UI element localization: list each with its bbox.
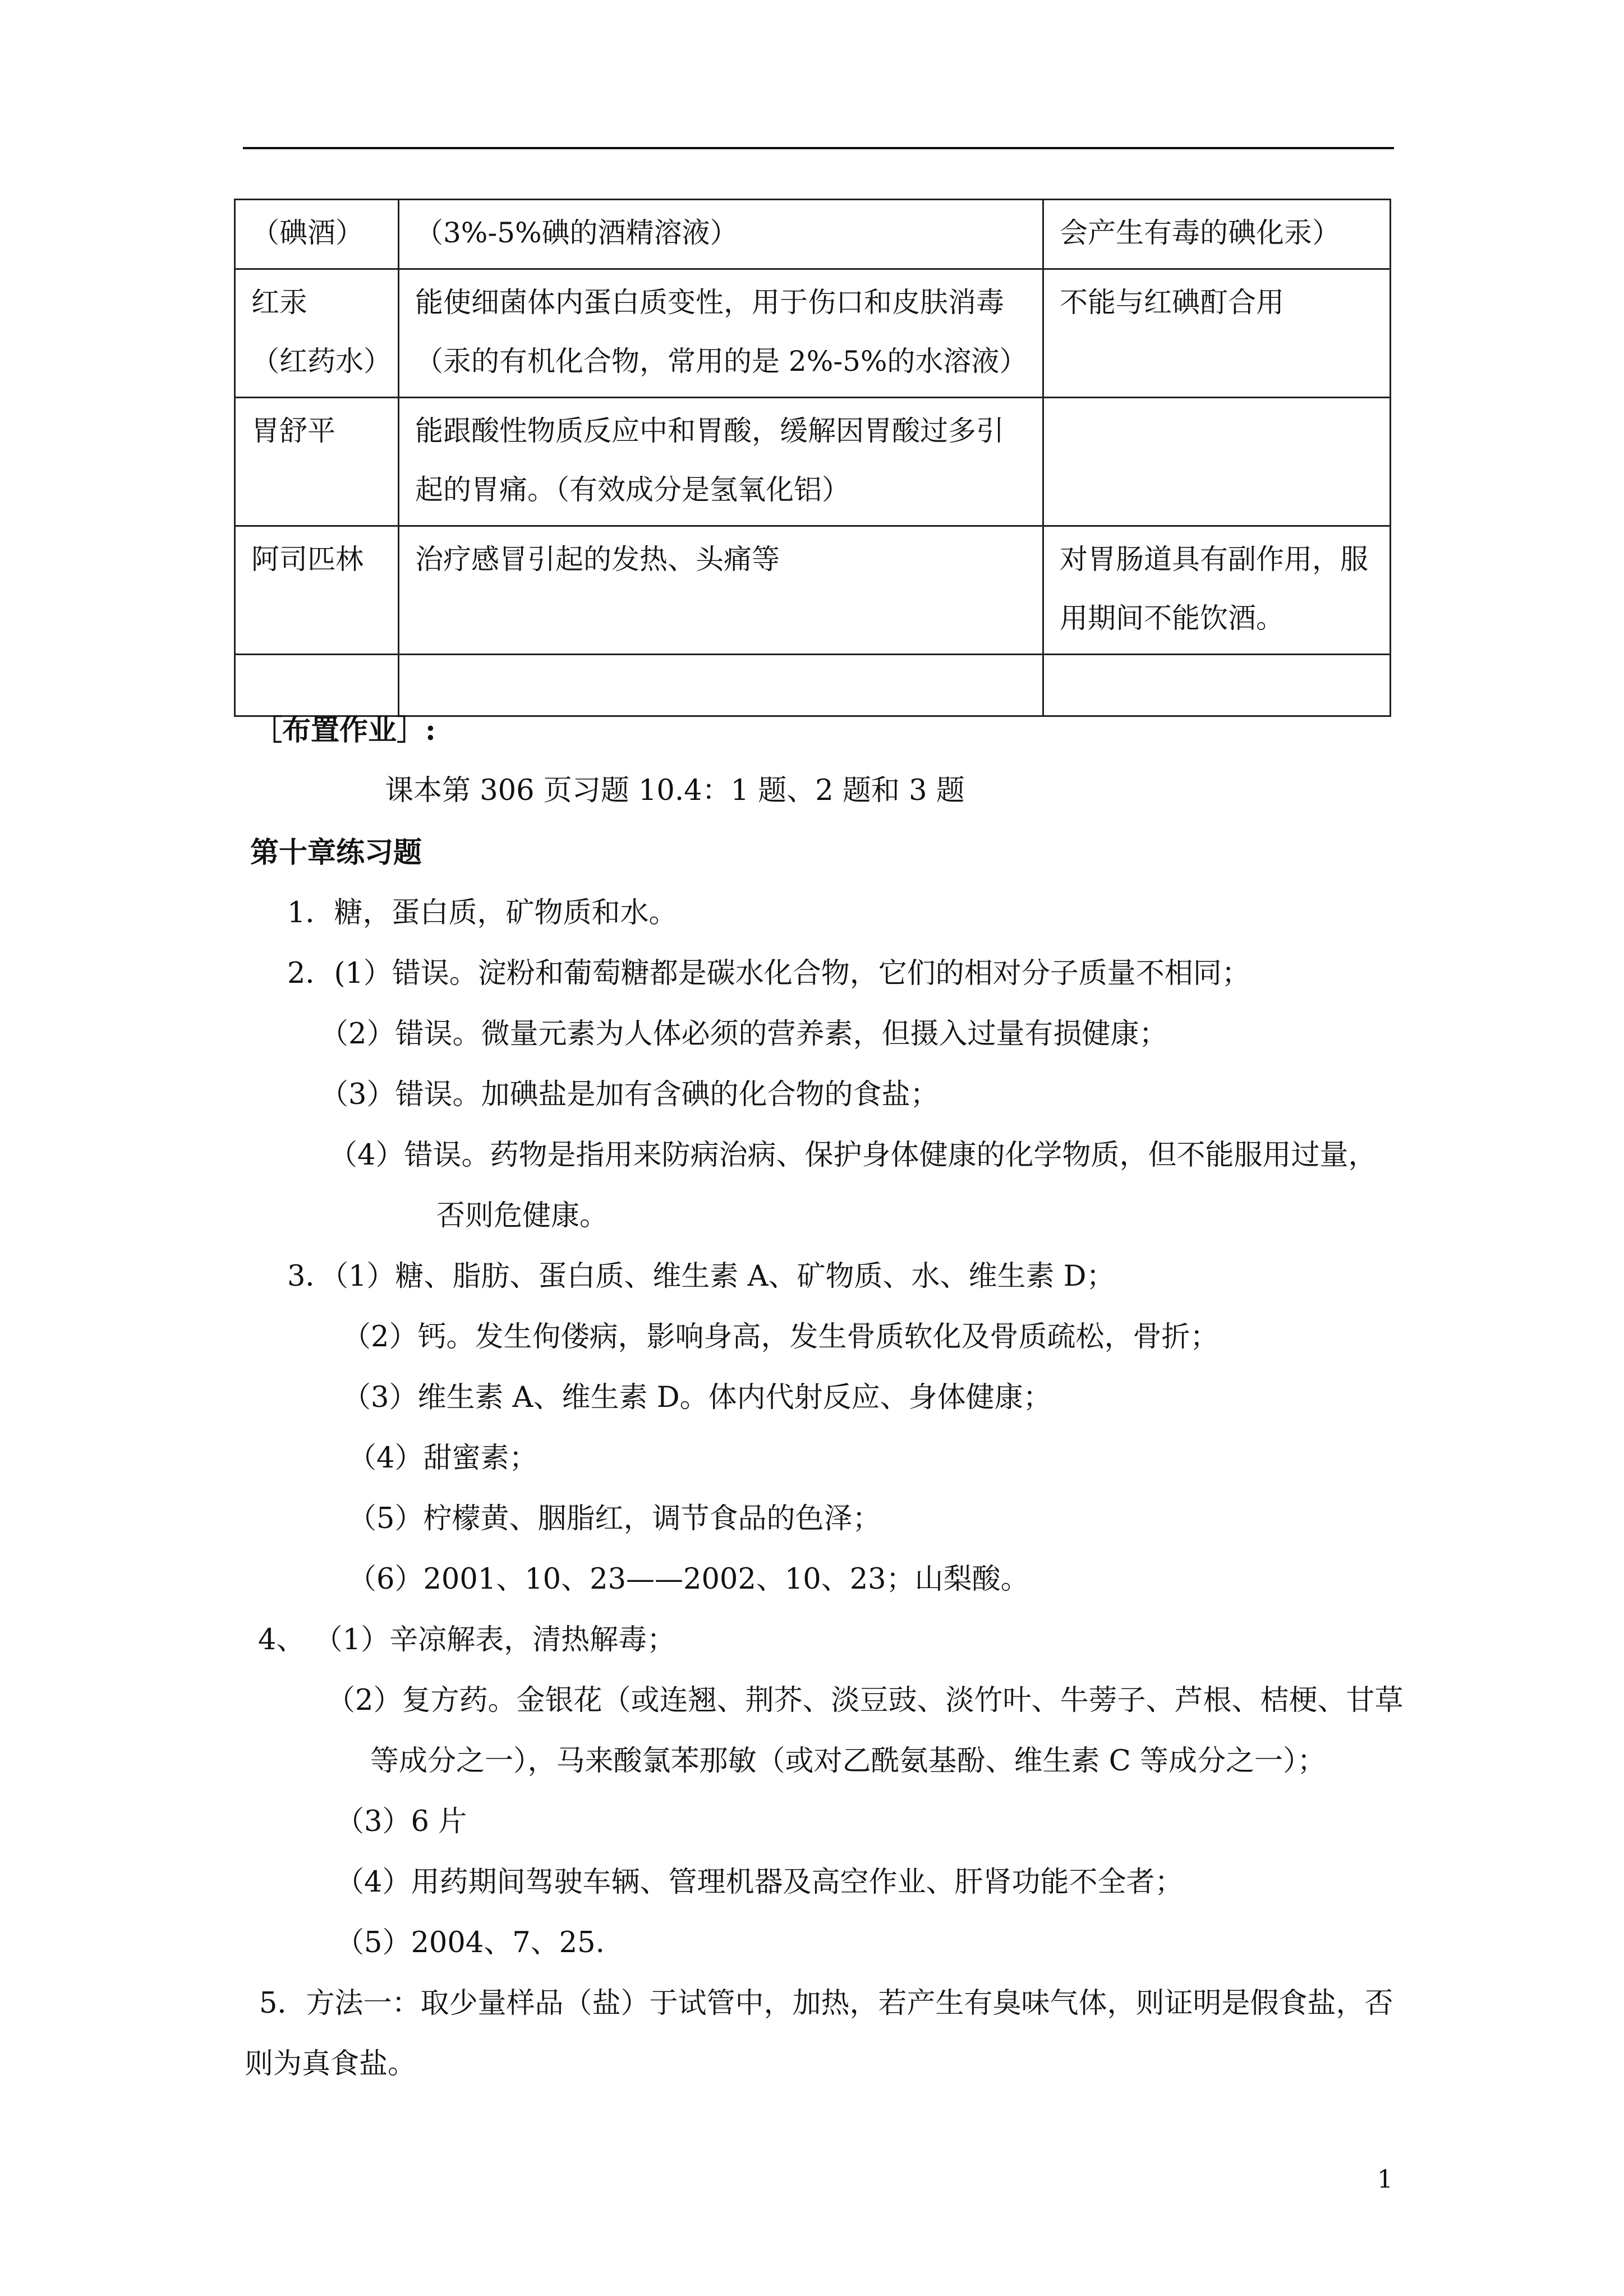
cell-text-line: 红汞 [251,286,307,319]
cell-text-line: （3%-5%碘的酒精溶液） [415,217,738,249]
answer-3-4: （4）甜蜜素； [348,1442,538,1475]
drug-table [234,199,1391,717]
homework-text: 课本第 306 页习题 10.4：1 题、2 题和 3 题 [385,774,965,807]
cell-text-line: 阿司匹林 [251,543,364,576]
table-cell-name [235,526,399,655]
answer-5-1: 5．方法一：取少量样品（盐）于试管中，加热，若产生有臭味气体，则证明是假食盐，否 [259,1987,1393,2020]
answer-2-4-continued: 否则危健康。 [436,1199,609,1232]
cell-text-line: 对胃肠道具有副作用，服 [1060,543,1368,576]
table-row [235,526,1391,655]
cell-text-line: 胃舒平 [251,415,335,447]
answer-3-2: （2）钙。发生佝偻病，影响身高，发生骨质软化及骨质疏松，骨折； [342,1320,1219,1354]
answer-2-4: （4）错误。药物是指用来防病治病、保护身体健康的化学物质，但不能服用过量， [329,1139,1377,1172]
table-cell-note [1043,398,1391,526]
table-cell-use [399,200,1043,269]
answer-4-4: （4）用药期间驾驶车辆、管理机器及高空作业、肝肾功能不全者； [335,1866,1184,1899]
cell-text-line: （碘酒） [251,217,364,249]
table-cell-use [399,398,1043,526]
table-row [235,200,1391,269]
cell-text-line: 不能与红碘酊合用 [1060,286,1284,319]
table-cell-use [399,269,1043,398]
table-cell-name [235,200,399,269]
table-cell-note [1043,526,1391,655]
answer-5-2: 则为真食盐。 [245,2047,417,2081]
answer-3-1: 3．（1）糖、脂肪、蛋白质、维生素 A、矿物质、水、维生素 D； [287,1260,1115,1293]
table-cell-name [235,655,399,716]
table-cell-note [1043,200,1391,269]
cell-text-line: 起的胃痛。（有效成分是氢氧化铝） [415,473,850,506]
homework-heading: ［布置作业］: [254,714,436,747]
table-cell-name [235,398,399,526]
answer-2-2: （2）错误。微量元素为人体必须的营养素，但摄入过量有损健康； [320,1018,1168,1051]
table-cell-use [399,526,1043,655]
table-cell-use [399,655,1043,716]
header-rule [243,147,1394,149]
table-cell-note [1043,655,1391,716]
table-row [235,398,1391,526]
answer-4-5: （5）2004、7、25. [335,1926,605,1959]
exercises-heading: 第十章练习题 [250,836,422,869]
answer-2-1: 2．(1）错误。淀粉和葡萄糖都是碳水化合物，它们的相对分子质量不相同； [287,957,1250,990]
table-cell-note [1043,269,1391,398]
answer-4-3: （3）6 片 [335,1805,467,1838]
cell-text-line: （汞的有机化合物，常用的是 2%-5%的水溶液） [415,345,1028,378]
cell-text-line: 能使细菌体内蛋白质变性，用于伤口和皮肤消毒 [415,286,1004,319]
answer-4-2-continued: 等成分之一），马来酸氯苯那敏（或对乙酰氨基酚、维生素 C 等成分之一）； [370,1745,1326,1778]
answer-3-3: （3）维生素 A、维生素 D。体内代射反应、身体健康； [342,1381,1052,1414]
table-row [235,269,1391,398]
answer-3-6: （6）2001、10、23——2002、10、23；山梨酸。 [348,1563,1029,1596]
cell-text-line: （红药水） [251,345,392,378]
cell-text-line: 能跟酸性物质反应中和胃酸，缓解因胃酸过多引 [415,415,1004,447]
cell-text-line: 会产生有毒的碘化汞） [1060,217,1340,249]
answer-4-1: 4、 （1）辛凉解表，清热解毒； [258,1623,676,1657]
answer-1: 1．糖，蛋白质，矿物质和水。 [287,896,678,930]
table-row [235,655,1391,716]
answer-3-5: （5）柠檬黄、胭脂红，调节食品的色泽； [348,1502,881,1535]
cell-text-line: 用期间不能饮酒。 [1060,602,1284,634]
page-number: 1 [1377,2165,1393,2194]
answer-4-2: （2）复方药。金银花（或连翘、荆芥、淡豆豉、淡竹叶、牛蒡子、芦根、桔梗、甘草 [326,1684,1404,1717]
table-cell-name [235,269,399,398]
cell-text-line: 治疗感冒引起的发热、头痛等 [415,543,780,576]
answer-2-3: （3）错误。加碘盐是加有含碘的化合物的食盐； [320,1078,939,1111]
